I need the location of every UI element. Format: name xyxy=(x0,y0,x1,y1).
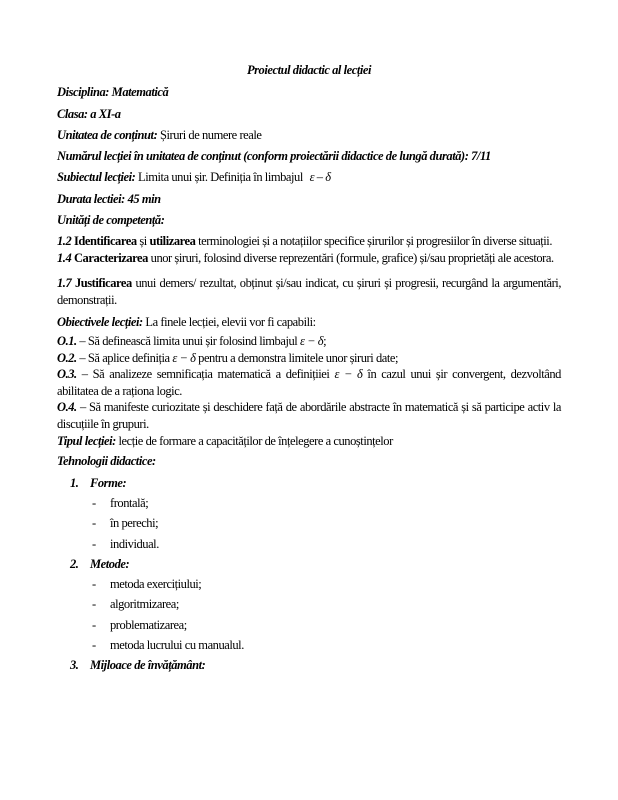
objective-text: Să aplice definiția xyxy=(87,350,170,365)
list-item-text: metoda lucrului cu manualul. xyxy=(110,637,244,652)
meta-subiectul xyxy=(57,169,561,186)
list-item xyxy=(57,596,561,613)
objective-item-3 xyxy=(57,366,561,399)
objectives-label: Obiectivele lecției: xyxy=(57,315,143,329)
list-item-text: frontală; xyxy=(110,496,149,510)
bullet-dash: - xyxy=(92,577,96,591)
bullet-dash: - xyxy=(92,536,96,551)
objective-text: Să manifeste curiozitate și deschidere față de abordările abstracte în matematică și să participe activ la discuțiile în grupuri. xyxy=(57,400,561,431)
bullet-dash: - xyxy=(92,516,96,531)
objectives-heading xyxy=(57,314,561,331)
objective-text: pentru a demonstra limitele unor șiruri date; xyxy=(195,350,398,365)
objective-dash: – xyxy=(81,367,88,382)
meta-unitatea-value: Șiruri de numere reale xyxy=(159,127,262,142)
list-item xyxy=(57,515,561,532)
tech-group-metode xyxy=(57,556,561,573)
objective-number: O.1. xyxy=(57,334,77,349)
meta-unitatea xyxy=(57,127,561,144)
tech-group-forme xyxy=(57,475,561,492)
meta-numarul: Numărul lecției în unitatea de conținut (conform proiectării didactice de lungă durată): 7/11 xyxy=(57,149,491,163)
meta-unitatea-label: Unitatea de conținut: xyxy=(57,127,158,142)
epsilon-delta-math: ε − δ xyxy=(172,350,196,365)
lesson-type-label: Tipul lecției: xyxy=(57,434,116,449)
objective-number: O.3. xyxy=(57,367,77,382)
meta-subiectul-label: Subiectul lecției: xyxy=(57,170,136,185)
list-item-text: în perechi; xyxy=(110,516,159,531)
objective-text: Să analizeze semnificația matematică a definițiiei xyxy=(92,367,330,382)
objective-text: în cazul unui șir convergent, dezvoltând abilitatea de a raționa logic. xyxy=(57,367,561,398)
tech-heading: Tehnologii didactice: xyxy=(57,453,156,468)
tech-group-number: 2. xyxy=(70,556,79,571)
list-item xyxy=(57,637,561,654)
competence-text: unui demers/ rezultat, obținut și/sau indicat, cu șiruri și progresii, recurgând la argumentări, demonstrații. xyxy=(57,275,561,307)
objectives-intro: La finele lecției, elevii vor fi capabili: xyxy=(145,315,316,329)
objective-dash: – xyxy=(79,350,86,365)
bullet-dash: - xyxy=(92,637,96,652)
list-item-text: individual. xyxy=(110,536,159,551)
objective-item-2 xyxy=(57,350,561,367)
competence-keyword: Caracterizarea xyxy=(73,251,148,266)
list-item xyxy=(57,536,561,553)
list-item xyxy=(57,576,561,593)
competence-text: terminologiei și a notațiilor specifice șirurilor și progresiilor în diverse situații. xyxy=(198,234,552,248)
lesson-type-line xyxy=(57,433,561,450)
competence-keyword: Identificarea xyxy=(73,234,137,248)
tech-group-label: Mijloace de învățământ: xyxy=(90,658,206,672)
lesson-type-value: lecție de formare a capacităților de înțelegere a cunoștințelor xyxy=(118,434,393,449)
competence-keyword: utilizarea xyxy=(149,234,196,248)
competence-item-1-2 xyxy=(57,233,561,250)
list-item-text: algoritmizarea; xyxy=(110,597,179,612)
tech-group-number: 3. xyxy=(70,658,79,672)
meta-durata: Durata lectiei: 45 min xyxy=(57,191,161,206)
competence-keyword: Justificarea xyxy=(74,275,132,290)
tech-group-number: 1. xyxy=(70,475,79,490)
competence-text: și xyxy=(139,234,147,248)
epsilon-delta-math: ε − δ xyxy=(299,334,324,349)
competence-item-1-7 xyxy=(57,275,561,310)
epsilon-delta-math: ε – δ xyxy=(309,170,331,185)
bullet-dash: - xyxy=(92,496,96,510)
bullet-dash: - xyxy=(92,617,96,632)
meta-subiectul-value: Limita unui șir. Definiția în limbajul xyxy=(138,170,303,185)
list-item xyxy=(57,617,561,634)
tech-group-mijloace xyxy=(57,657,561,674)
objective-number: O.2. xyxy=(57,350,77,365)
objective-dash: – xyxy=(79,334,86,349)
tech-group-label: Forme: xyxy=(90,475,127,490)
objective-item-1 xyxy=(57,333,561,350)
meta-clasa: Clasa: a XI-a xyxy=(57,106,121,121)
objective-text: ; xyxy=(323,334,327,349)
objective-item-4 xyxy=(57,399,561,432)
competence-number: 1.4 xyxy=(57,251,72,266)
objective-dash: – xyxy=(79,400,86,415)
bullet-dash: - xyxy=(92,597,96,612)
objective-text: Să definească limita unui șir folosind limbajul xyxy=(87,334,298,349)
document-title: Proiectul didactic al lecției xyxy=(246,63,372,77)
competence-text: unor șiruri, folosind diverse reprezentări (formule, grafice) și/sau proprietăți ale acestora. xyxy=(150,251,554,266)
competence-number: 1.2 xyxy=(57,234,72,248)
tech-group-label: Metode: xyxy=(90,556,130,571)
competence-item-1-4 xyxy=(57,250,561,267)
competences-heading: Unități de competență: xyxy=(57,212,165,227)
meta-disciplina: Disciplina: Matematică xyxy=(57,85,169,100)
objective-number: O.4. xyxy=(57,400,77,415)
list-item-text: metoda exercițiului; xyxy=(110,577,202,591)
epsilon-delta-math: ε − δ xyxy=(334,367,363,382)
competence-number: 1.7 xyxy=(57,275,72,290)
list-item-text: problematizarea; xyxy=(110,617,187,632)
list-item xyxy=(57,495,561,512)
